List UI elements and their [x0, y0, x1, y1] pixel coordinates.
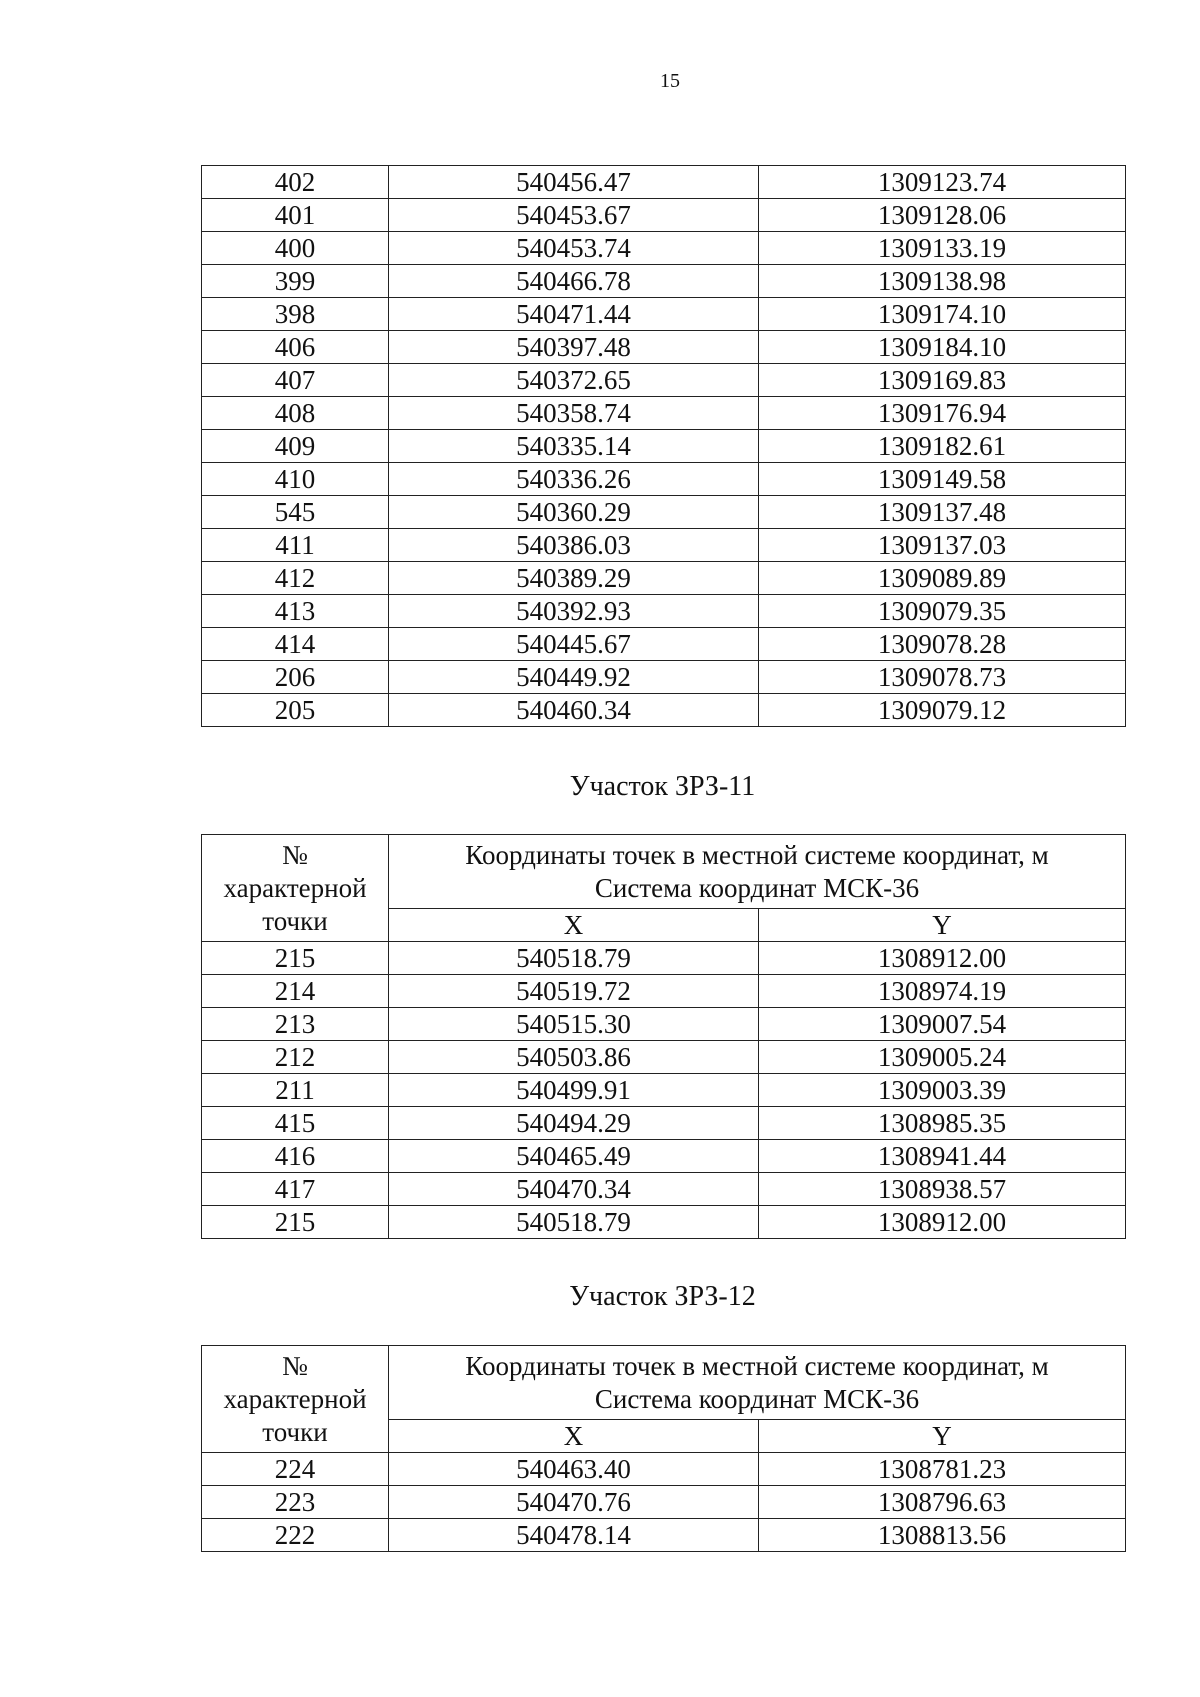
y-coordinate-cell: 1308912.00 [759, 942, 1126, 975]
point-number-cell: 223 [202, 1486, 389, 1519]
x-coordinate-cell: 540494.29 [389, 1107, 759, 1140]
x-coordinate-cell: 540392.93 [389, 595, 759, 628]
point-number-cell: 224 [202, 1453, 389, 1486]
y-coordinate-cell: 1309078.28 [759, 628, 1126, 661]
point-number-cell: 406 [202, 331, 389, 364]
y-coordinate-cell: 1309176.94 [759, 397, 1126, 430]
point-number-cell: 412 [202, 562, 389, 595]
table-row [202, 1206, 1126, 1239]
y-coordinate-cell: 1309003.39 [759, 1074, 1126, 1107]
point-number-cell: 417 [202, 1173, 389, 1206]
table-row [202, 1453, 1126, 1486]
table-row [202, 364, 1126, 397]
point-number-cell: 407 [202, 364, 389, 397]
x-coordinate-cell: 540466.78 [389, 265, 759, 298]
point-number-cell: 410 [202, 463, 389, 496]
table-row [202, 661, 1126, 694]
y-coordinate-cell: 1309079.35 [759, 595, 1126, 628]
point-number-cell: 414 [202, 628, 389, 661]
table-row [202, 1041, 1126, 1074]
table-row [202, 298, 1126, 331]
point-number-cell: 211 [202, 1074, 389, 1107]
point-number-cell: 415 [202, 1107, 389, 1140]
point-number-cell: 411 [202, 529, 389, 562]
y-coordinate-cell: 1309123.74 [759, 166, 1126, 199]
table-row [202, 1519, 1126, 1552]
table-row [202, 942, 1126, 975]
y-coordinate-cell: 1308938.57 [759, 1173, 1126, 1206]
point-number-cell: 215 [202, 1206, 389, 1239]
x-coordinate-cell: 540360.29 [389, 496, 759, 529]
point-number-cell: 402 [202, 166, 389, 199]
x-column-header: X [389, 909, 759, 942]
table-row [202, 1074, 1126, 1107]
y-coordinate-cell: 1309089.89 [759, 562, 1126, 595]
point-number-cell: 399 [202, 265, 389, 298]
x-coordinate-cell: 540470.76 [389, 1486, 759, 1519]
x-coordinate-cell: 540478.14 [389, 1519, 759, 1552]
x-coordinate-cell: 540518.79 [389, 942, 759, 975]
table-row [202, 397, 1126, 430]
y-coordinate-cell: 1309184.10 [759, 331, 1126, 364]
table-row [202, 1173, 1126, 1206]
table-row [202, 496, 1126, 529]
x-coordinate-cell: 540503.86 [389, 1041, 759, 1074]
point-number-cell: 409 [202, 430, 389, 463]
x-coordinate-cell: 540372.65 [389, 364, 759, 397]
point-number-cell: 222 [202, 1519, 389, 1552]
y-coordinate-cell: 1308796.63 [759, 1486, 1126, 1519]
table-row [202, 975, 1126, 1008]
coordinates-table-continued [201, 165, 1126, 727]
table-row [202, 1486, 1126, 1519]
x-coordinate-cell: 540470.34 [389, 1173, 759, 1206]
x-coordinate-cell: 540471.44 [389, 298, 759, 331]
y-coordinate-cell: 1309137.03 [759, 529, 1126, 562]
x-coordinate-cell: 540519.72 [389, 975, 759, 1008]
x-coordinate-cell: 540499.91 [389, 1074, 759, 1107]
y-coordinate-cell: 1308941.44 [759, 1140, 1126, 1173]
coordinates-header: Координаты точек в местной системе координат, м Система координат МСК-36 [389, 835, 1126, 909]
y-coordinate-cell: 1309149.58 [759, 463, 1126, 496]
section-title-zrz-12: Участок ЗРЗ-12 [569, 1281, 756, 1312]
point-number-header: № характерной точки [202, 835, 389, 942]
y-coordinate-cell: 1309174.10 [759, 298, 1126, 331]
table-row [202, 430, 1126, 463]
point-number-cell: 213 [202, 1008, 389, 1041]
point-number-cell: 400 [202, 232, 389, 265]
x-coordinate-cell: 540386.03 [389, 529, 759, 562]
x-coordinate-cell: 540389.29 [389, 562, 759, 595]
point-number-cell: 413 [202, 595, 389, 628]
coordinates-header: Координаты точек в местной системе координат, м Система координат МСК-36 [389, 1346, 1126, 1420]
table-row [202, 694, 1126, 727]
coordinates-table-zrz-12 [201, 1345, 1126, 1552]
section-title-zrz-11: Участок ЗРЗ-11 [569, 771, 756, 802]
coordinates-table-zrz-11 [201, 834, 1126, 1239]
y-coordinate-cell: 1308813.56 [759, 1519, 1126, 1552]
table-row [202, 232, 1126, 265]
x-coordinate-cell: 540453.67 [389, 199, 759, 232]
point-number-cell: 416 [202, 1140, 389, 1173]
y-coordinate-cell: 1309007.54 [759, 1008, 1126, 1041]
x-coordinate-cell: 540515.30 [389, 1008, 759, 1041]
x-coordinate-cell: 540463.40 [389, 1453, 759, 1486]
table-row [202, 628, 1126, 661]
point-number-cell: 205 [202, 694, 389, 727]
y-coordinate-cell: 1309169.83 [759, 364, 1126, 397]
x-column-header: X [389, 1420, 759, 1453]
x-coordinate-cell: 540445.67 [389, 628, 759, 661]
point-number-cell: 214 [202, 975, 389, 1008]
y-coordinate-cell: 1308974.19 [759, 975, 1126, 1008]
x-coordinate-cell: 540449.92 [389, 661, 759, 694]
y-column-header: Y [759, 909, 1126, 942]
y-coordinate-cell: 1308985.35 [759, 1107, 1126, 1140]
point-number-cell: 215 [202, 942, 389, 975]
table-row [202, 166, 1126, 199]
x-coordinate-cell: 540397.48 [389, 331, 759, 364]
y-coordinate-cell: 1309005.24 [759, 1041, 1126, 1074]
y-coordinate-cell: 1309138.98 [759, 265, 1126, 298]
y-coordinate-cell: 1309137.48 [759, 496, 1126, 529]
x-coordinate-cell: 540453.74 [389, 232, 759, 265]
y-column-header: Y [759, 1420, 1126, 1453]
x-coordinate-cell: 540336.26 [389, 463, 759, 496]
y-coordinate-cell: 1309182.61 [759, 430, 1126, 463]
y-coordinate-cell: 1309079.12 [759, 694, 1126, 727]
point-number-cell: 206 [202, 661, 389, 694]
point-number-cell: 398 [202, 298, 389, 331]
x-coordinate-cell: 540358.74 [389, 397, 759, 430]
point-number-cell: 408 [202, 397, 389, 430]
y-coordinate-cell: 1308912.00 [759, 1206, 1126, 1239]
y-coordinate-cell: 1309078.73 [759, 661, 1126, 694]
y-coordinate-cell: 1309128.06 [759, 199, 1126, 232]
table-row [202, 1140, 1126, 1173]
table-row [202, 562, 1126, 595]
table-row [202, 265, 1126, 298]
table-row [202, 199, 1126, 232]
table-row [202, 529, 1126, 562]
table-row [202, 1107, 1126, 1140]
table-row [202, 595, 1126, 628]
point-number-header: № характерной точки [202, 1346, 389, 1453]
point-number-cell: 545 [202, 496, 389, 529]
x-coordinate-cell: 540465.49 [389, 1140, 759, 1173]
x-coordinate-cell: 540518.79 [389, 1206, 759, 1239]
x-coordinate-cell: 540456.47 [389, 166, 759, 199]
table-row [202, 463, 1126, 496]
table-row [202, 331, 1126, 364]
page-number: 15 [660, 70, 680, 92]
y-coordinate-cell: 1308781.23 [759, 1453, 1126, 1486]
x-coordinate-cell: 540335.14 [389, 430, 759, 463]
point-number-cell: 401 [202, 199, 389, 232]
point-number-cell: 212 [202, 1041, 389, 1074]
y-coordinate-cell: 1309133.19 [759, 232, 1126, 265]
table-row [202, 1008, 1126, 1041]
x-coordinate-cell: 540460.34 [389, 694, 759, 727]
